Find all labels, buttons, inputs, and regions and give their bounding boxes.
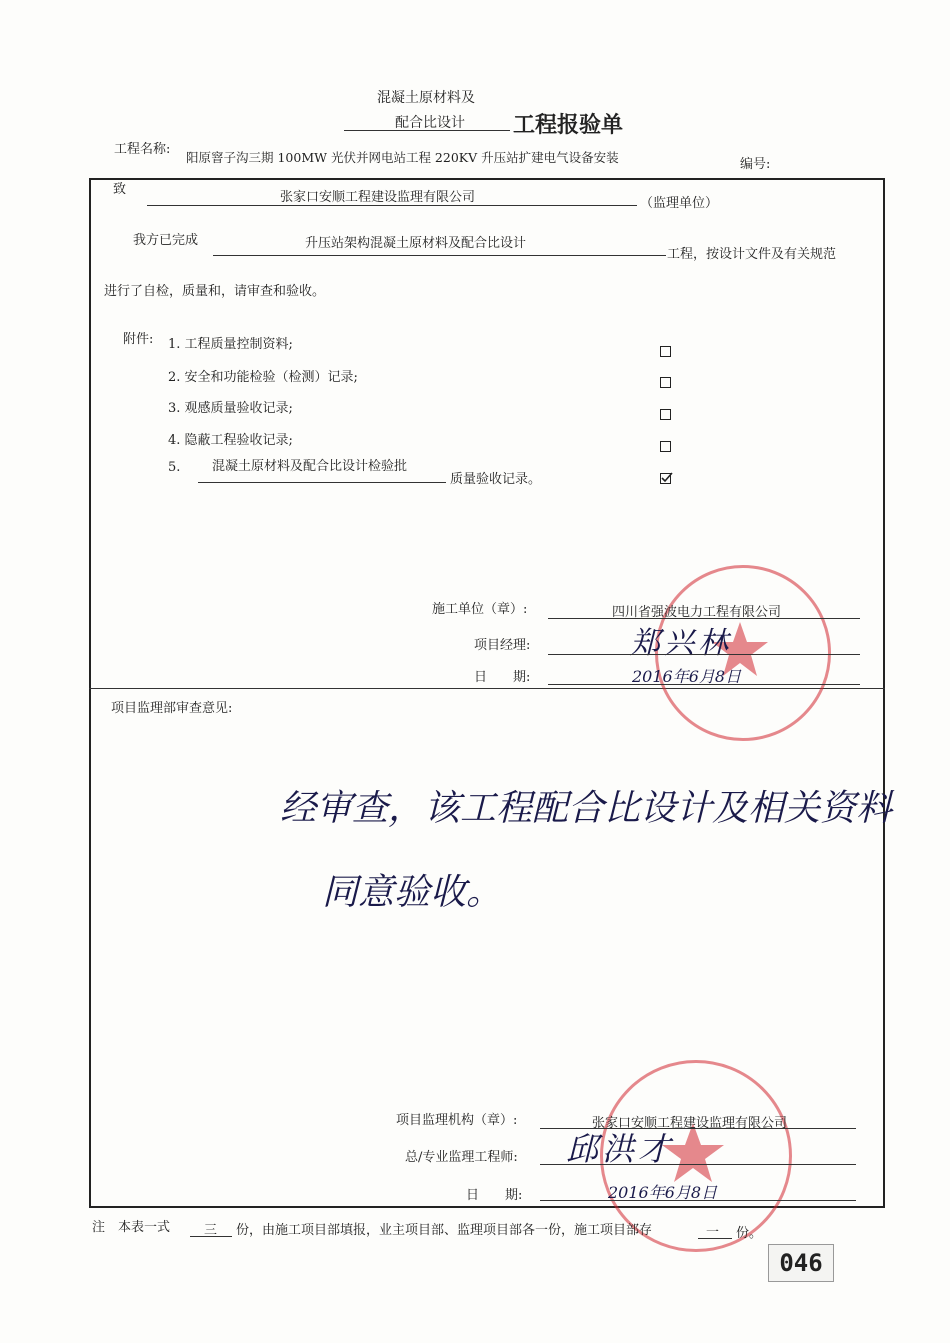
footer-note-middle: 份，由施工项目部填报，业主项目部、监理项目部各一份，施工项目部存	[236, 1223, 653, 1238]
attachment-checkbox-3[interactable]	[660, 409, 671, 420]
manager-label: 项目经理:	[474, 638, 531, 653]
form-title: 工程报验单	[513, 112, 624, 138]
contractor-unit-label: 施工单位（章）:	[432, 602, 528, 617]
addressee-company: 张家口安顺工程建设监理有限公司	[280, 190, 476, 205]
supervision-section-label: 项目监理部审查意见:	[111, 701, 233, 716]
manager-signature: 郑兴林	[630, 626, 732, 661]
engineer-underline	[540, 1164, 856, 1165]
attachment-checkbox-2[interactable]	[660, 377, 671, 388]
subtitle-line1: 混凝土原材料及	[377, 90, 475, 106]
attachment-item-5: 5.	[168, 460, 181, 475]
attachments-label: 附件:	[123, 332, 154, 347]
contractor-unit-value: 四川省强波电力工程有限公司	[612, 605, 782, 620]
project-value: 阳原窨子沟三期 100MW 光伏并网电站工程 220KV 升压站扩建电气设备安装	[186, 150, 619, 165]
footer-copies2-underline	[698, 1238, 732, 1239]
addressee-prefix: 致	[113, 182, 127, 197]
supervision-date-underline	[540, 1200, 856, 1201]
footer-copies2: 一	[706, 1225, 720, 1240]
manager-underline	[548, 654, 860, 655]
supervision-opinion-line1: 经审查，该工程配合比设计及相关资料	[280, 788, 893, 829]
footer-copies: 三	[204, 1223, 218, 1238]
addressee-underline	[147, 205, 637, 206]
attachment-item-5-fill: 混凝土原材料及配合比设计检验批	[212, 459, 408, 474]
supervision-date-value: 2016年6月8日	[608, 1183, 718, 1202]
page-number-stamp: 046	[768, 1244, 834, 1282]
footer-note-suffix: 份。	[736, 1226, 763, 1241]
attachment-item-5-suffix: 质量验收记录。	[450, 472, 542, 487]
attachment-checkbox-1[interactable]	[660, 346, 671, 357]
supervision-org-label: 项目监理机构（章）:	[396, 1113, 518, 1128]
number-label: 编号:	[740, 157, 771, 172]
addressee-suffix: （监理单位）	[640, 196, 719, 211]
statement-prefix: 我方已完成	[133, 233, 199, 248]
attachment-item-5-underline	[198, 482, 446, 483]
supervision-org-value: 张家口安顺工程建设监理有限公司	[592, 1116, 788, 1131]
subtitle-line2: 配合比设计	[395, 115, 465, 131]
attachment-checkbox-5[interactable]	[660, 473, 671, 484]
attachment-item-3: 3. 观感质量验收记录;	[168, 401, 293, 416]
supervision-opinion-line2: 同意验收。	[322, 872, 503, 913]
project-label: 工程名称:	[114, 142, 171, 157]
contractor-date-value: 2016年6月8日	[632, 667, 742, 686]
footer-note-prefix: 注 本表一式	[92, 1220, 171, 1235]
engineer-label: 总/专业监理工程师:	[405, 1150, 518, 1165]
statement-work: 升压站架构混凝土原材料及配合比设计	[305, 236, 527, 251]
footer-copies-underline	[190, 1236, 232, 1237]
attachment-item-1: 1. 工程质量控制资料;	[168, 337, 293, 352]
statement-underline	[213, 255, 666, 256]
contractor-date-underline	[548, 684, 860, 685]
engineer-signature: 邱洪才	[566, 1130, 675, 1168]
statement-suffix: 工程，按设计文件及有关规范	[667, 247, 837, 262]
statement-line2: 进行了自检，质量和，请审查和验收。	[104, 284, 326, 299]
check-icon	[660, 471, 674, 485]
attachment-checkbox-4[interactable]	[660, 441, 671, 452]
attachment-item-4: 4. 隐蔽工程验收记录;	[168, 433, 293, 448]
attachment-item-2: 2. 安全和功能检验（检测）记录;	[168, 370, 358, 385]
contractor-date-label: 日 期:	[474, 670, 531, 685]
supervision-date-label: 日 期:	[466, 1188, 523, 1203]
